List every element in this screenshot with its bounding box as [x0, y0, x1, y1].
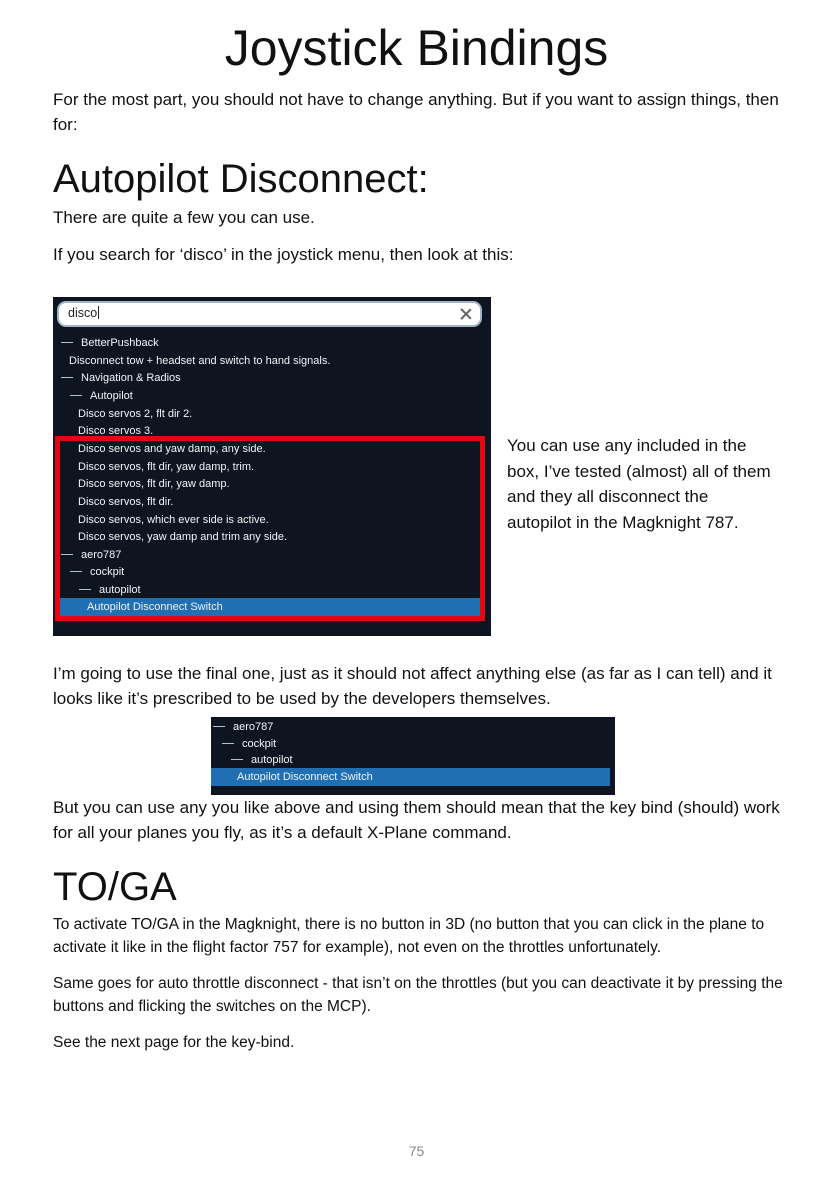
tree-label: Navigation & Radios: [81, 372, 181, 384]
tree-label: aero787: [81, 549, 122, 561]
paragraph: But you can use any you like above and using them should mean that the key bind (should) work for all your planes you fly, as it’s a default X-Plane command.: [53, 798, 780, 842]
tree-label: Disco servos, flt dir, yaw damp, trim.: [78, 461, 255, 473]
paragraph: See the next page for the key-bind.: [53, 1034, 295, 1051]
tree-branch-icon: [70, 395, 82, 396]
tree-label: Disco servos and yaw damp, any side.: [78, 443, 266, 455]
page-title: Joystick Bindings: [224, 20, 609, 76]
tree-label: Disco servos, which ever side is active.: [78, 514, 269, 526]
tree-branch-icon: [231, 759, 243, 760]
tree-label: Autopilot: [90, 390, 133, 402]
tree-label: Disco servos, flt dir, yaw damp.: [78, 478, 230, 490]
paragraph: Same goes for auto throttle disconnect - that isn’t on the throttles (but you can deactivate it by pressing the buttons and flicking the switches on the MCP).: [53, 975, 783, 1015]
tree-group-navigation[interactable]: [53, 369, 483, 387]
tree-command[interactable]: [53, 352, 483, 370]
paragraph: To activate TO/GA in the Magknight, there is no button in 3D (no button that you can click in the plane to activate it like in the flight factor 757 for example), not even on the throttles unfortunately.: [53, 916, 765, 956]
tree-branch-icon: [61, 342, 73, 343]
tree-label: Disco servos 3.: [78, 425, 154, 437]
tree-label: BetterPushback: [81, 337, 159, 349]
section-heading-toga: TO/GA: [53, 865, 177, 909]
search-value: disco: [68, 306, 98, 320]
tree-label: Disco servos 2, flt dir 2.: [78, 408, 193, 420]
tree-command[interactable]: [53, 405, 483, 423]
tree-label: Disconnect tow + headset and switch to hand signals.: [69, 355, 331, 367]
tree-group-aero787[interactable]: [211, 718, 615, 736]
tree-label: cockpit: [90, 566, 125, 578]
tree-branch-icon: [222, 743, 234, 744]
paragraph: There are quite a few you can use.: [53, 208, 315, 227]
page-number: 75: [408, 1143, 425, 1159]
tree-label: aero787: [233, 721, 274, 733]
section-heading-autopilot-disconnect: Autopilot Disconnect:: [53, 157, 429, 201]
search-input[interactable]: [57, 301, 482, 327]
intro-paragraph: For the most part, you should not have to change anything. But if you want to assign things, then for:: [53, 90, 779, 134]
highlight-box: [55, 436, 485, 621]
tree-group-betterpushback[interactable]: [53, 334, 483, 352]
selected-command-screenshot: [211, 717, 615, 795]
tree-group-autopilot-sub[interactable]: [211, 751, 615, 769]
tree-label: cockpit: [242, 738, 277, 750]
tree-branch-icon: [213, 726, 225, 727]
tree-branch-icon: [61, 377, 73, 378]
paragraph: I’m going to use the final one, just as it should not affect anything else (as far as I can tell) and it looks like it’s prescribed to be used by the developers themselves.: [53, 664, 772, 708]
tree-group-autopilot[interactable]: [53, 387, 483, 405]
tree-command-selected[interactable]: [211, 768, 610, 786]
paragraph: If you search for ‘disco’ in the joystick menu, then look at this:: [53, 245, 514, 264]
tree-label: Disco servos, yaw damp and trim any side.: [78, 531, 288, 543]
tree-label: Autopilot Disconnect Switch: [87, 601, 223, 613]
side-note: You can use any included in the box, I’ve tested (almost) all of them and they all disconnect the autopilot in the Magknight 787.: [507, 436, 771, 532]
tree-label: autopilot: [99, 584, 141, 596]
tree-label: autopilot: [251, 754, 293, 766]
tree-label: Disco servos, flt dir.: [78, 496, 174, 508]
tree-label: Autopilot Disconnect Switch: [237, 771, 373, 783]
clear-icon[interactable]: [458, 306, 474, 322]
